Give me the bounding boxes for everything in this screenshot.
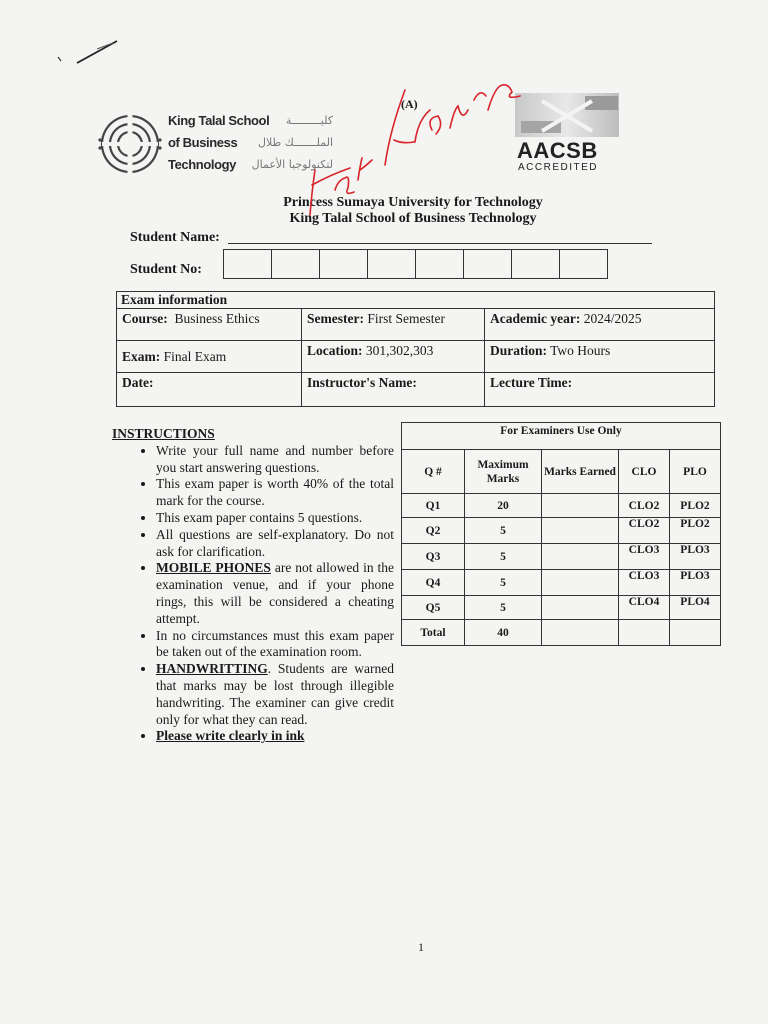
exam-info-cell	[302, 309, 485, 341]
exam-info-cell	[302, 341, 485, 373]
instruction-lead: Please write clearly in ink	[156, 728, 305, 744]
lecture-time-label: Lecture Time:	[490, 375, 573, 390]
logo-text-line: of Business	[168, 135, 238, 150]
table-cell: CLO2	[619, 518, 670, 544]
marks-earned-cell[interactable]	[542, 494, 619, 518]
table-row	[402, 596, 721, 620]
table-cell: 20	[465, 494, 542, 518]
instruction-item	[156, 443, 394, 477]
instruction-item	[156, 527, 394, 561]
table-cell: Q4	[402, 570, 465, 596]
exam-label: Exam:	[122, 348, 161, 364]
student-name-field[interactable]	[228, 243, 652, 244]
table-cell: 5	[465, 596, 542, 620]
table-cell: PLO4	[670, 596, 721, 620]
exam-version-label: (A)	[401, 97, 418, 111]
instruction-item	[156, 476, 394, 510]
exam-info-table	[116, 291, 715, 407]
table-cell: Q3	[402, 544, 465, 570]
digit-box[interactable]	[272, 249, 320, 279]
logo-arabic-line: كليـــــــــة	[285, 114, 333, 127]
table-cell: PLO2	[670, 518, 721, 544]
school-name: King Talal School of Business Technology	[289, 211, 537, 226]
instructions-section	[112, 426, 394, 745]
exam-info-cell	[485, 341, 715, 373]
table-cell: Total	[402, 620, 465, 646]
instruction-item	[156, 510, 394, 527]
table-cell: Q5	[402, 596, 465, 620]
table-cell: PLO3	[670, 570, 721, 596]
marks-earned-cell[interactable]	[542, 596, 619, 620]
logo-arabic-line: الملـــــــك طلال	[257, 136, 333, 149]
date-label: Date:	[122, 375, 154, 390]
examiner-marks-table	[401, 422, 721, 646]
instruction-text: All questions are self-explanatory. Do not ask for clarification.	[156, 526, 394, 559]
table-cell	[619, 620, 670, 646]
table-row	[402, 494, 721, 518]
instruction-text: Write your full name and number before you start answering questions.	[156, 442, 394, 475]
location-value: 301,302,303	[362, 343, 434, 358]
exam-info-cell	[117, 341, 302, 373]
table-row	[402, 620, 721, 646]
school-emblem-icon	[98, 110, 162, 182]
duration-label: Duration:	[490, 343, 547, 358]
column-header: Maximum Marks	[465, 450, 542, 494]
instructions-title: INSTRUCTIONS	[112, 426, 215, 441]
column-header: Q #	[402, 450, 465, 494]
table-cell	[670, 620, 721, 646]
digit-box[interactable]	[368, 249, 416, 279]
column-header: PLO	[670, 450, 721, 494]
marks-earned-cell[interactable]	[542, 518, 619, 544]
logo-text-line: King Talal School	[168, 113, 270, 128]
instruction-text: are not allowed in the examination venue, and if your phone rings, this will be considered a cheating attempt.	[156, 560, 394, 626]
marks-earned-cell[interactable]	[542, 620, 619, 646]
table-row	[402, 544, 721, 570]
table-row	[402, 570, 721, 596]
semester-value: First Semester	[363, 311, 445, 326]
digit-box[interactable]	[560, 249, 608, 279]
logo-arabic-line: لتكنولوجيا الأعمال	[251, 158, 333, 171]
instructions-list	[112, 443, 394, 745]
aacsb-subtitle: ACCREDITED	[518, 162, 599, 173]
table-cell: Q1	[402, 494, 465, 518]
pen-mark	[55, 35, 125, 70]
aacsb-title: AACSB	[517, 138, 598, 163]
page-number: 1	[418, 940, 424, 954]
table-cell: PLO3	[670, 544, 721, 570]
academic-year-label: Academic year:	[490, 311, 581, 326]
instruction-text: In no circumstances must this exam paper be taken out of the examination room.	[156, 627, 394, 660]
table-cell: 5	[465, 544, 542, 570]
table-cell: 5	[465, 518, 542, 544]
instruction-item	[156, 560, 394, 627]
column-header: CLO	[619, 450, 670, 494]
exam-info-cell	[302, 373, 485, 407]
exam-value: Final Exam	[160, 348, 227, 364]
handwritten-key-answers-annotation	[290, 70, 540, 220]
logo-text-line: Technology	[168, 157, 236, 172]
exam-info-cell	[117, 309, 302, 341]
table-cell: CLO4	[619, 596, 670, 620]
course-label: Course:	[122, 311, 168, 326]
student-number-label: Student No:	[130, 262, 202, 277]
instruction-text: This exam paper is worth 40% of the total mark for the course.	[156, 476, 394, 509]
location-label: Location:	[307, 343, 363, 358]
table-row	[402, 518, 721, 544]
table-cell: 40	[465, 620, 542, 646]
instruction-lead: MOBILE PHONES	[156, 560, 271, 576]
exam-info-cell	[117, 373, 302, 407]
table-cell: 5	[465, 570, 542, 596]
instruction-text: . Students are warned that marks may be lost through illegible handwriting. The examiner can give credit only for what they can read.	[156, 661, 394, 727]
instructor-label: Instructor's Name:	[307, 375, 417, 390]
table-cell: CLO3	[619, 544, 670, 570]
school-logo	[98, 110, 333, 182]
marks-table-caption: For Examiners Use Only	[402, 423, 721, 450]
digit-box[interactable]	[416, 249, 464, 279]
digit-box[interactable]	[464, 249, 512, 279]
marks-earned-cell[interactable]	[542, 544, 619, 570]
table-cell: Q2	[402, 518, 465, 544]
exam-info-cell	[485, 309, 715, 341]
instruction-text: This exam paper contains 5 questions.	[156, 509, 363, 525]
student-number-boxes[interactable]	[223, 249, 608, 279]
student-name-label: Student Name:	[130, 230, 220, 245]
instruction-item	[156, 728, 394, 745]
digit-box[interactable]	[223, 249, 272, 279]
semester-label: Semester:	[307, 311, 364, 326]
exam-info-cell	[485, 373, 715, 407]
table-cell: CLO2	[619, 494, 670, 518]
column-header: Marks Earned	[542, 450, 619, 494]
digit-box[interactable]	[512, 249, 560, 279]
university-name: Princess Sumaya University for Technology	[283, 195, 543, 210]
duration-value: Two Hours	[547, 343, 611, 358]
course-value: Business Ethics	[167, 311, 260, 326]
table-cell: PLO2	[670, 494, 721, 518]
instruction-lead: HANDWRITTING	[156, 661, 268, 677]
academic-year-value: 2024/2025	[580, 311, 642, 326]
exam-info-header: Exam information	[117, 292, 715, 309]
marks-earned-cell[interactable]	[542, 570, 619, 596]
instruction-item	[156, 628, 394, 662]
table-cell: CLO3	[619, 570, 670, 596]
digit-box[interactable]	[320, 249, 368, 279]
instruction-item	[156, 661, 394, 728]
